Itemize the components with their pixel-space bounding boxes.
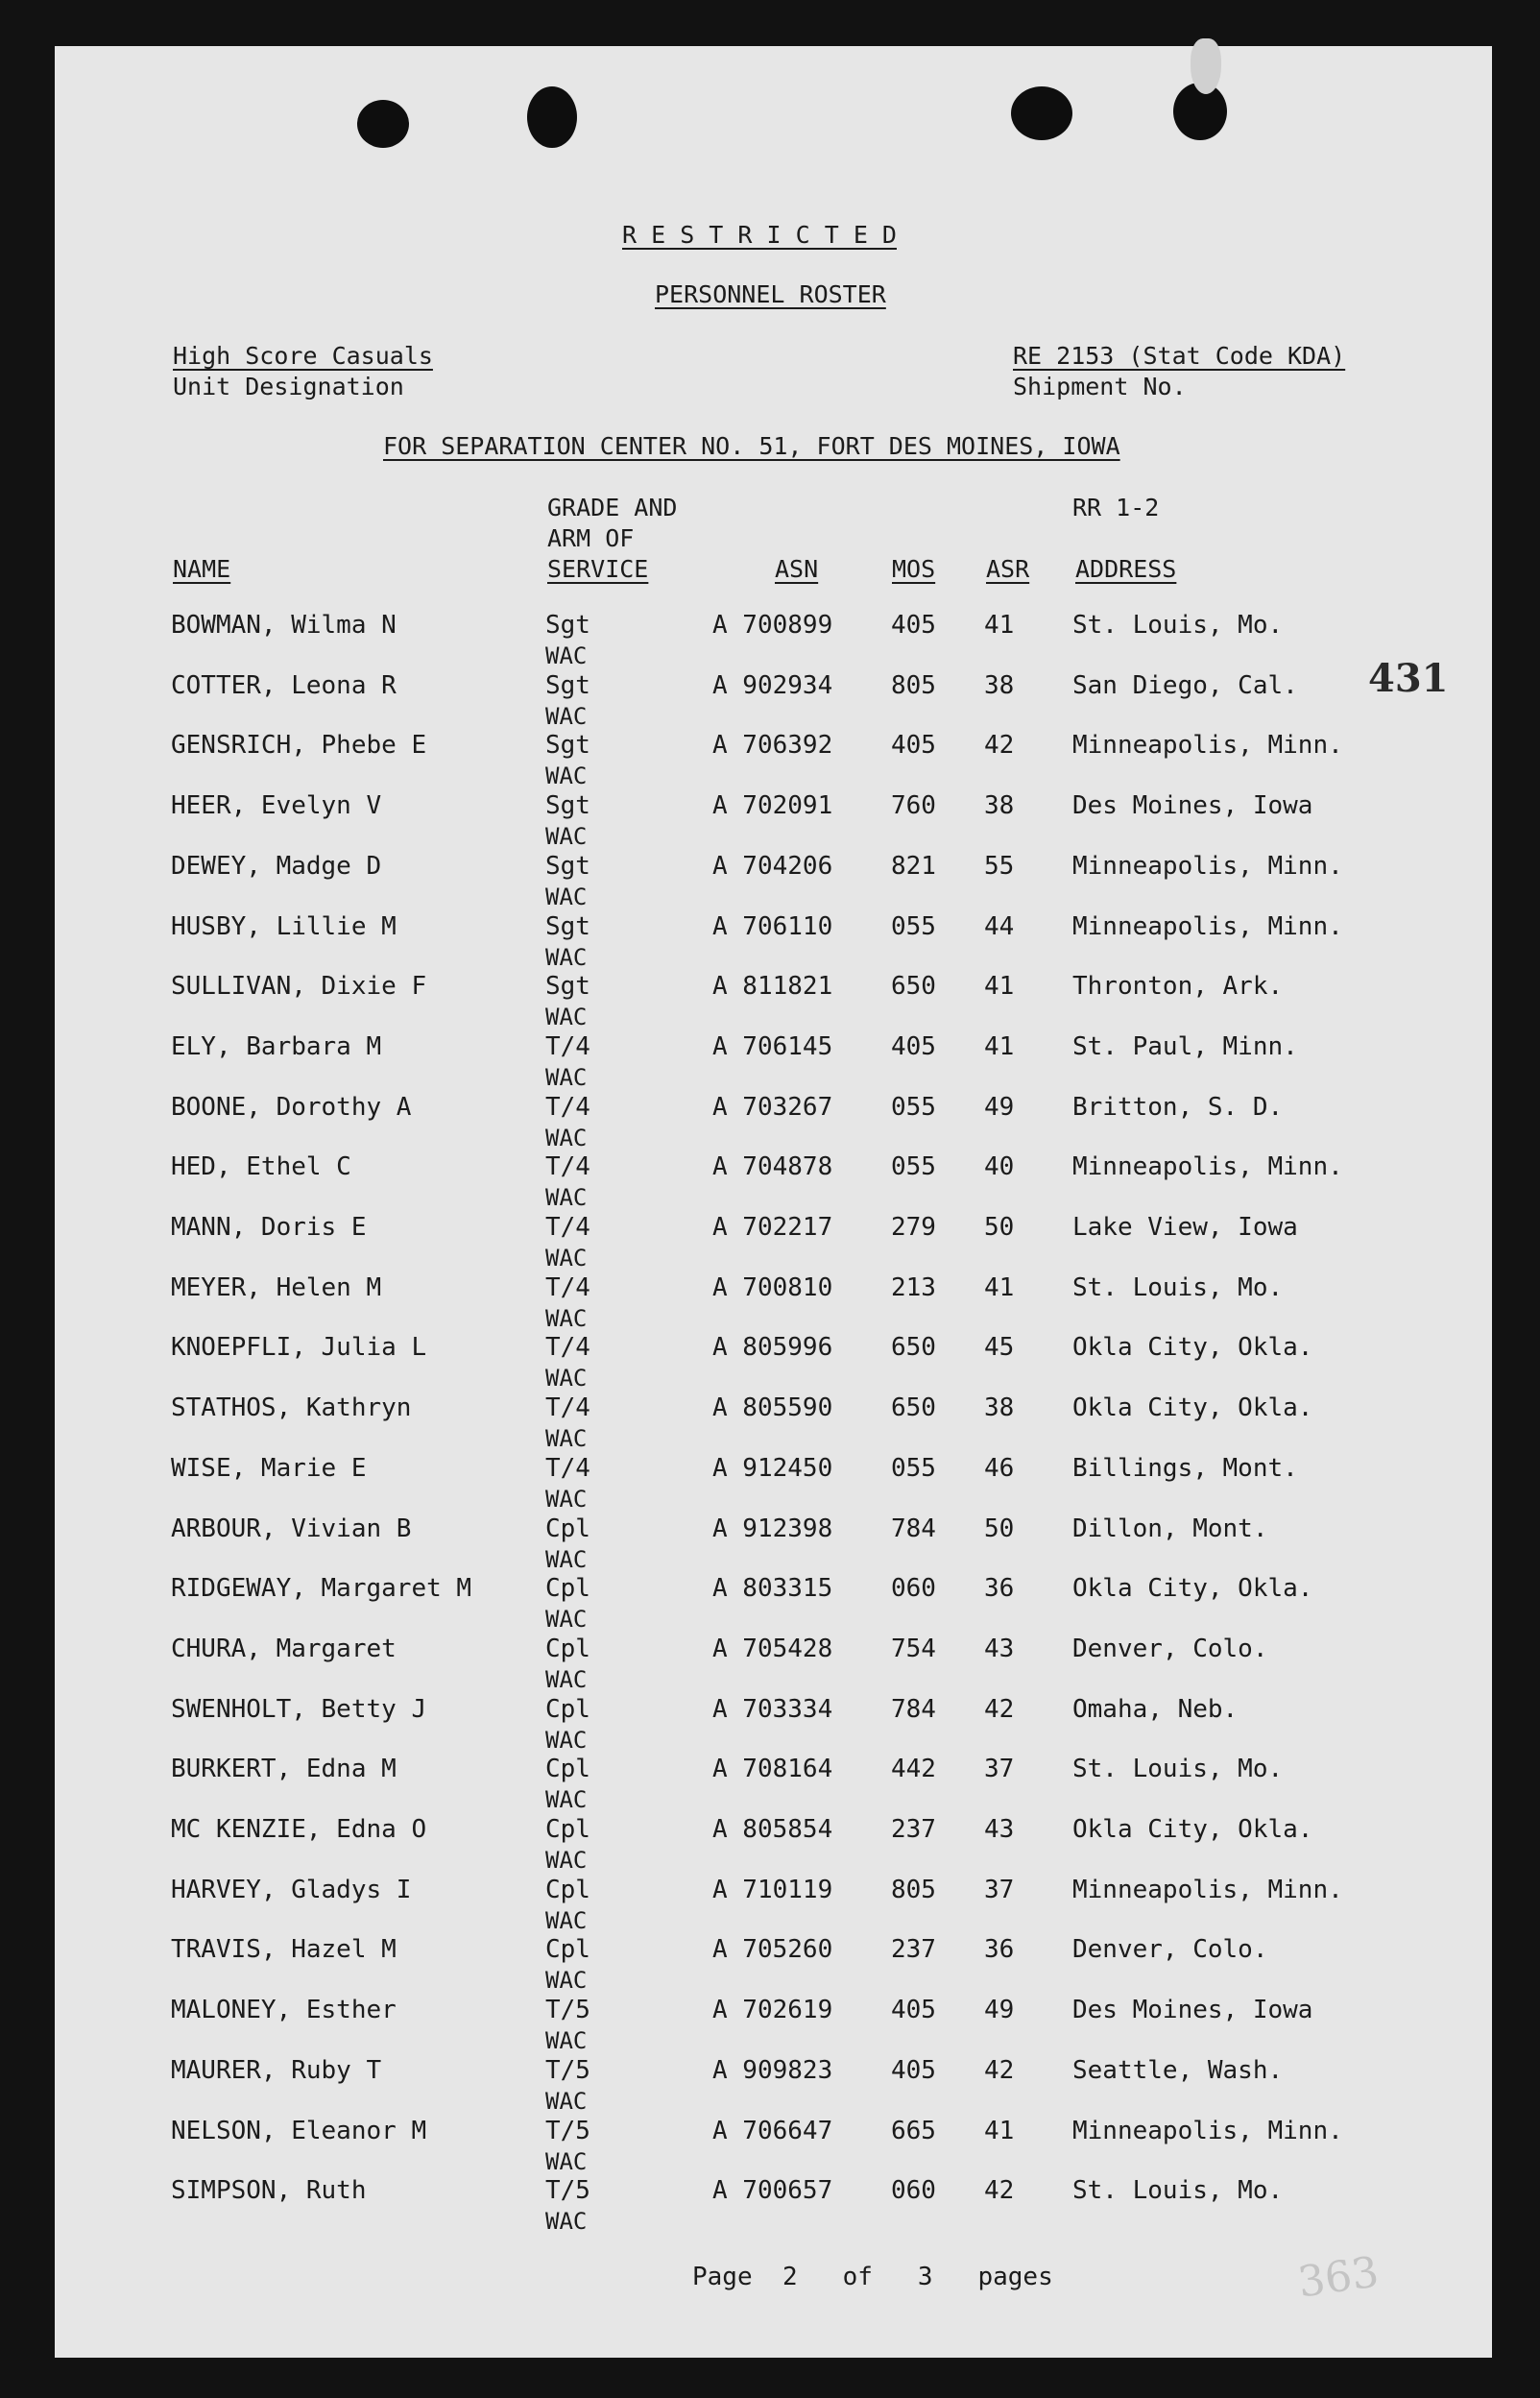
cell-asr: 38 — [984, 791, 1015, 820]
cell-arm: WAC — [545, 1245, 588, 1272]
cell-name: SWENHOLT, Betty J — [171, 1695, 427, 1724]
col-grade-line2: ARM OF — [547, 524, 635, 552]
cell-asr: 36 — [984, 1574, 1015, 1603]
cell-asn: A 803315 — [712, 1574, 833, 1603]
cell-arm: WAC — [545, 703, 588, 730]
shipment-number-value: RE 2153 (Stat Code KDA) — [1013, 342, 1346, 370]
cell-asn: A 912450 — [712, 1454, 833, 1483]
cell-arm: WAC — [545, 1847, 588, 1874]
cell-arm: WAC — [545, 1064, 588, 1091]
punch-hole — [1011, 86, 1072, 140]
table-row — [0, 1635, 1540, 1696]
cell-name: STATHOS, Kathryn — [171, 1393, 412, 1422]
cell-arm: WAC — [545, 944, 588, 971]
page-label: Page — [692, 2263, 753, 2291]
cell-mos: 650 — [891, 1333, 936, 1362]
cell-arm: WAC — [545, 1546, 588, 1573]
unit-designation-label: Unit Designation — [173, 373, 404, 400]
cell-name: KNOEPFLI, Julia L — [171, 1333, 427, 1362]
cell-address: Billings, Mont. — [1072, 1454, 1298, 1483]
cell-name: HARVEY, Gladys I — [171, 1876, 412, 1904]
cell-mos: 213 — [891, 1273, 936, 1302]
cell-address: Minneapolis, Minn. — [1072, 731, 1343, 760]
shipment-number-label: Shipment No. — [1013, 373, 1187, 400]
cell-mos: 650 — [891, 1393, 936, 1422]
cell-asr: 42 — [984, 731, 1015, 760]
cell-mos: 405 — [891, 1996, 936, 2024]
cell-name: MANN, Doris E — [171, 1213, 367, 1242]
cell-mos: 442 — [891, 1755, 936, 1783]
cell-grade: Cpl — [545, 1755, 590, 1783]
cell-name: SIMPSON, Ruth — [171, 2176, 367, 2205]
cell-asn: A 704878 — [712, 1152, 833, 1181]
cell-grade: Cpl — [545, 1574, 590, 1603]
cell-address: Okla City, Okla. — [1072, 1574, 1313, 1603]
cell-grade: Sgt — [545, 671, 590, 700]
cell-asr: 36 — [984, 1935, 1015, 1964]
cell-asr: 41 — [984, 972, 1015, 1001]
cell-name: MC KENZIE, Edna O — [171, 1815, 427, 1844]
cell-mos: 805 — [891, 1876, 936, 1904]
table-row — [0, 1393, 1540, 1455]
cell-grade: T/4 — [545, 1213, 590, 1242]
rr-code: RR 1-2 — [1072, 494, 1160, 521]
cell-asn: A 811821 — [712, 972, 833, 1001]
cell-mos: 060 — [891, 2176, 936, 2205]
cell-name: GENSRICH, Phebe E — [171, 731, 427, 760]
cell-address: Lake View, Iowa — [1072, 1213, 1298, 1242]
cell-name: MEYER, Helen M — [171, 1273, 382, 1302]
cell-asr: 42 — [984, 2176, 1015, 2205]
cell-mos: 279 — [891, 1213, 936, 1242]
col-asn-header: ASN — [775, 555, 819, 583]
table-row — [0, 2176, 1540, 2238]
table-row — [0, 1695, 1540, 1756]
table-row — [0, 1935, 1540, 1997]
cell-grade: Sgt — [545, 731, 590, 760]
cell-grade: Cpl — [545, 1815, 590, 1844]
cell-asr: 45 — [984, 1333, 1015, 1362]
cell-grade: Sgt — [545, 972, 590, 1001]
cell-arm: WAC — [545, 1486, 588, 1513]
cell-grade: Sgt — [545, 611, 590, 640]
cell-arm: WAC — [545, 1365, 588, 1392]
cell-address: Denver, Colo. — [1072, 1935, 1268, 1964]
cell-asr: 41 — [984, 611, 1015, 640]
cell-grade: T/5 — [545, 2176, 590, 2205]
cell-mos: 754 — [891, 1635, 936, 1663]
table-row — [0, 1093, 1540, 1154]
table-row — [0, 1333, 1540, 1394]
pencil-number: 363 — [1294, 2247, 1383, 2308]
cell-arm: WAC — [545, 1786, 588, 1813]
punch-hole — [527, 86, 577, 148]
cell-address: Okla City, Okla. — [1072, 1393, 1313, 1422]
destination-line: FOR SEPARATION CENTER NO. 51, FORT DES MOINES, IOWA — [383, 432, 1120, 460]
cell-asr: 42 — [984, 1695, 1015, 1724]
cell-grade: T/4 — [545, 1152, 590, 1181]
cell-asn: A 710119 — [712, 1876, 833, 1904]
cell-asr: 42 — [984, 2056, 1015, 2085]
cell-address: Des Moines, Iowa — [1072, 791, 1313, 820]
cell-mos: 760 — [891, 791, 936, 820]
table-row — [0, 1755, 1540, 1816]
cell-address: Seattle, Wash. — [1072, 2056, 1284, 2085]
cell-mos: 055 — [891, 1093, 936, 1122]
cell-arm: WAC — [545, 1907, 588, 1934]
table-row — [0, 1815, 1540, 1877]
cell-name: HED, Ethel C — [171, 1152, 351, 1181]
cell-asr: 55 — [984, 852, 1015, 881]
table-row — [0, 2117, 1540, 2178]
cell-name: MAURER, Ruby T — [171, 2056, 382, 2085]
cell-grade: Cpl — [545, 1935, 590, 1964]
cell-name: ARBOUR, Vivian B — [171, 1514, 412, 1543]
col-grade-line3: SERVICE — [547, 555, 649, 583]
col-mos-header: MOS — [892, 555, 936, 583]
cell-asn: A 909823 — [712, 2056, 833, 2085]
cell-asr: 44 — [984, 912, 1015, 941]
cell-name: HEER, Evelyn V — [171, 791, 382, 820]
cell-grade: T/4 — [545, 1393, 590, 1422]
cell-asn: A 700810 — [712, 1273, 833, 1302]
table-row — [0, 1454, 1540, 1515]
cell-grade: T/5 — [545, 2056, 590, 2085]
cell-grade: T/5 — [545, 1996, 590, 2024]
cell-mos: 784 — [891, 1695, 936, 1724]
cell-mos: 237 — [891, 1935, 936, 1964]
table-row — [0, 972, 1540, 1033]
cell-address: Denver, Colo. — [1072, 1635, 1268, 1663]
cell-grade: T/4 — [545, 1032, 590, 1061]
table-row — [0, 1996, 1540, 2057]
cell-asr: 40 — [984, 1152, 1015, 1181]
cell-address: St. Louis, Mo. — [1072, 2176, 1284, 2205]
cell-arm: WAC — [545, 1666, 588, 1693]
cell-address: St. Louis, Mo. — [1072, 1273, 1284, 1302]
cell-address: St. Louis, Mo. — [1072, 611, 1284, 640]
table-row — [0, 791, 1540, 853]
cell-grade: T/4 — [545, 1273, 590, 1302]
cell-name: HUSBY, Lillie M — [171, 912, 397, 941]
cell-grade: Sgt — [545, 912, 590, 941]
cell-asn: A 706647 — [712, 2117, 833, 2145]
cell-name: TRAVIS, Hazel M — [171, 1935, 397, 1964]
table-row — [0, 2056, 1540, 2118]
cell-asn: A 805590 — [712, 1393, 833, 1422]
cell-asr: 49 — [984, 1996, 1015, 2024]
cell-grade: T/5 — [545, 2117, 590, 2145]
cell-name: NELSON, Eleanor M — [171, 2117, 427, 2145]
cell-asr: 41 — [984, 1032, 1015, 1061]
cell-asn: A 703267 — [712, 1093, 833, 1122]
cell-mos: 060 — [891, 1574, 936, 1603]
cell-mos: 650 — [891, 972, 936, 1001]
cell-arm: WAC — [545, 2208, 588, 2235]
table-row — [0, 671, 1540, 733]
cell-address: Minneapolis, Minn. — [1072, 852, 1343, 881]
cell-asn: A 702091 — [712, 791, 833, 820]
col-name-header: NAME — [173, 555, 231, 583]
table-row — [0, 1213, 1540, 1274]
cell-arm: WAC — [545, 2088, 588, 2115]
cell-asr: 37 — [984, 1755, 1015, 1783]
cell-asr: 46 — [984, 1454, 1015, 1483]
table-row — [0, 1032, 1540, 1094]
cell-name: CHURA, Margaret — [171, 1635, 397, 1663]
cell-asn: A 805854 — [712, 1815, 833, 1844]
table-row — [0, 852, 1540, 913]
cell-grade: T/4 — [545, 1093, 590, 1122]
cell-asr: 43 — [984, 1815, 1015, 1844]
cell-mos: 405 — [891, 731, 936, 760]
cell-arm: WAC — [545, 1606, 588, 1633]
cell-address: Minneapolis, Minn. — [1072, 1152, 1343, 1181]
stamp-number: 431 — [1368, 656, 1449, 701]
cell-address: Des Moines, Iowa — [1072, 1996, 1313, 2024]
cell-asn: A 706145 — [712, 1032, 833, 1061]
total-pages: 3 — [917, 2263, 933, 2291]
cell-asr: 38 — [984, 671, 1015, 700]
cell-address: St. Louis, Mo. — [1072, 1755, 1284, 1783]
cell-mos: 784 — [891, 1514, 936, 1543]
cell-grade: Cpl — [545, 1514, 590, 1543]
cell-mos: 405 — [891, 1032, 936, 1061]
table-row — [0, 611, 1540, 672]
cell-arm: WAC — [545, 2148, 588, 2175]
cell-mos: 821 — [891, 852, 936, 881]
cell-address: San Diego, Cal. — [1072, 671, 1298, 700]
cell-mos: 055 — [891, 1454, 936, 1483]
cell-arm: WAC — [545, 2027, 588, 2054]
cell-asr: 41 — [984, 1273, 1015, 1302]
cell-name: RIDGEWAY, Margaret M — [171, 1574, 472, 1603]
cell-name: WISE, Marie E — [171, 1454, 367, 1483]
cell-name: BOONE, Dorothy A — [171, 1093, 412, 1122]
cell-name: ELY, Barbara M — [171, 1032, 382, 1061]
cell-asn: A 706392 — [712, 731, 833, 760]
cell-asn: A 902934 — [712, 671, 833, 700]
document-title: PERSONNEL ROSTER — [655, 280, 886, 308]
table-row — [0, 1574, 1540, 1635]
punch-tear — [1191, 38, 1221, 94]
cell-asn: A 805996 — [712, 1333, 833, 1362]
of-label: of — [842, 2263, 873, 2291]
cell-address: Minneapolis, Minn. — [1072, 1876, 1343, 1904]
cell-name: BURKERT, Edna M — [171, 1755, 397, 1783]
cell-arm: WAC — [545, 1425, 588, 1452]
cell-asn: A 703334 — [712, 1695, 833, 1724]
cell-name: SULLIVAN, Dixie F — [171, 972, 427, 1001]
cell-asn: A 702217 — [712, 1213, 833, 1242]
cell-grade: Cpl — [545, 1695, 590, 1724]
table-row — [0, 1273, 1540, 1335]
cell-mos: 665 — [891, 2117, 936, 2145]
table-row — [0, 1876, 1540, 1937]
cell-mos: 405 — [891, 611, 936, 640]
cell-asr: 37 — [984, 1876, 1015, 1904]
cell-grade: Sgt — [545, 791, 590, 820]
cell-name: DEWEY, Madge D — [171, 852, 382, 881]
cell-name: COTTER, Leona R — [171, 671, 397, 700]
unit-designation-value: High Score Casuals — [173, 342, 433, 370]
cell-address: Thronton, Ark. — [1072, 972, 1284, 1001]
cell-asn: A 708164 — [712, 1755, 833, 1783]
table-row — [0, 731, 1540, 792]
cell-arm: WAC — [545, 1125, 588, 1151]
cell-mos: 237 — [891, 1815, 936, 1844]
cell-name: BOWMAN, Wilma N — [171, 611, 397, 640]
cell-asn: A 705428 — [712, 1635, 833, 1663]
cell-address: Minneapolis, Minn. — [1072, 912, 1343, 941]
cell-asn: A 700899 — [712, 611, 833, 640]
cell-asn: A 700657 — [712, 2176, 833, 2205]
table-row — [0, 912, 1540, 974]
cell-arm: WAC — [545, 763, 588, 789]
cell-address: Okla City, Okla. — [1072, 1333, 1313, 1362]
cell-mos: 405 — [891, 2056, 936, 2085]
cell-asr: 38 — [984, 1393, 1015, 1422]
cell-address: Britton, S. D. — [1072, 1093, 1284, 1122]
cell-mos: 805 — [891, 671, 936, 700]
cell-asn: A 704206 — [712, 852, 833, 881]
classification-marking: R E S T R I C T E D — [622, 221, 897, 249]
cell-arm: WAC — [545, 642, 588, 669]
cell-address: Minneapolis, Minn. — [1072, 2117, 1343, 2145]
cell-address: Okla City, Okla. — [1072, 1815, 1313, 1844]
cell-address: St. Paul, Minn. — [1072, 1032, 1298, 1061]
cell-asn: A 705260 — [712, 1935, 833, 1964]
cell-grade: T/4 — [545, 1333, 590, 1362]
cell-grade: Cpl — [545, 1635, 590, 1663]
cell-arm: WAC — [545, 823, 588, 850]
cell-asr: 49 — [984, 1093, 1015, 1122]
cell-asn: A 912398 — [712, 1514, 833, 1543]
col-asr-header: ASR — [986, 555, 1030, 583]
table-row — [0, 1152, 1540, 1214]
cell-asn: A 702619 — [712, 1996, 833, 2024]
cell-mos: 055 — [891, 1152, 936, 1181]
cell-arm: WAC — [545, 1727, 588, 1754]
cell-grade: Cpl — [545, 1876, 590, 1904]
cell-arm: WAC — [545, 884, 588, 910]
cell-mos: 055 — [891, 912, 936, 941]
table-row — [0, 1514, 1540, 1576]
cell-address: Omaha, Neb. — [1072, 1695, 1239, 1724]
cell-asr: 50 — [984, 1514, 1015, 1543]
cell-arm: WAC — [545, 1004, 588, 1030]
cell-grade: T/4 — [545, 1454, 590, 1483]
punch-hole — [357, 100, 409, 148]
cell-arm: WAC — [545, 1967, 588, 1994]
col-address-header: ADDRESS — [1075, 555, 1177, 583]
cell-address: Dillon, Mont. — [1072, 1514, 1268, 1543]
pages-label: pages — [977, 2263, 1053, 2291]
page-number: 2 — [782, 2263, 798, 2291]
cell-asn: A 706110 — [712, 912, 833, 941]
cell-arm: WAC — [545, 1305, 588, 1332]
page-indicator — [692, 2263, 1053, 2291]
cell-name: MALONEY, Esther — [171, 1996, 397, 2024]
cell-grade: Sgt — [545, 852, 590, 881]
cell-asr: 41 — [984, 2117, 1015, 2145]
cell-asr: 43 — [984, 1635, 1015, 1663]
cell-arm: WAC — [545, 1184, 588, 1211]
col-grade-line1: GRADE AND — [547, 494, 678, 521]
cell-asr: 50 — [984, 1213, 1015, 1242]
